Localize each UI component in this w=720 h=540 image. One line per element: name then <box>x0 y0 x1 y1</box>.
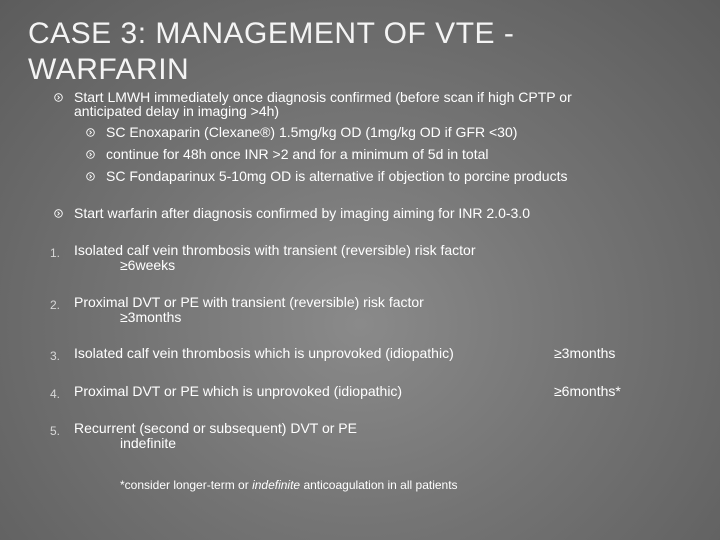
list-item-duration: indefinite <box>120 435 177 451</box>
list-item-text: Proximal DVT or PE which is unprovoked (idiopathic) <box>74 383 403 399</box>
list-item-duration: ≥6weeks <box>120 257 176 273</box>
slide-title <box>28 16 708 88</box>
footnote-italic: indefinite <box>252 478 301 492</box>
list-item-duration: ≥6months* <box>554 383 621 399</box>
list-item-text: Isolated calf vein thrombosis which is unprovoked (idiopathic) <box>74 345 454 361</box>
list-item-text: Proximal DVT or PE with transient (reversible) risk factor <box>74 294 424 310</box>
title-line-1: CASE 3: MANAGEMENT OF VTE - <box>28 17 515 50</box>
list-number: 2. <box>50 298 61 312</box>
sub-bullet-enoxaparin: SC Enoxaparin (Clexane®) 1.5mg/kg OD (1mg/kg OD if GFR <30) <box>106 124 518 140</box>
sub-bullet-fondaparinux: SC Fondaparinux 5-10mg OD is alternative if objection to porcine products <box>106 168 568 184</box>
footnote <box>120 478 458 492</box>
bullet-warfarin: Start warfarin after diagnosis confirmed by imaging aiming for INR 2.0-3.0 <box>74 205 530 221</box>
list-item-text: Isolated calf vein thrombosis with transient (reversible) risk factor <box>74 242 476 258</box>
circle-chevron-icon <box>86 172 95 181</box>
list-number: 3. <box>50 349 61 363</box>
list-number: 1. <box>50 246 61 260</box>
circle-chevron-icon <box>86 150 95 159</box>
footnote-post: anticoagulation in all patients <box>300 478 458 492</box>
circle-chevron-icon <box>54 209 63 218</box>
bullet-lmwh-line-2: anticipated delay in imaging >4h) <box>74 103 280 119</box>
list-item-duration: ≥3months <box>120 309 182 325</box>
list-number: 4. <box>50 387 61 401</box>
list-item-duration: ≥3months <box>554 345 616 361</box>
bullet-lmwh-line-1: Start LMWH immediately once diagnosis confirmed (before scan if high CPTP or <box>74 89 572 105</box>
circle-chevron-icon <box>54 93 63 102</box>
sub-bullet-continue: continue for 48h once INR >2 and for a minimum of 5d in total <box>106 146 489 162</box>
list-number: 5. <box>50 424 61 438</box>
list-item-text: Recurrent (second or subsequent) DVT or PE <box>74 420 357 436</box>
circle-chevron-icon <box>86 128 95 137</box>
title-line-2: WARFARIN <box>28 53 190 86</box>
footnote-pre: *consider longer-term or <box>120 478 253 492</box>
